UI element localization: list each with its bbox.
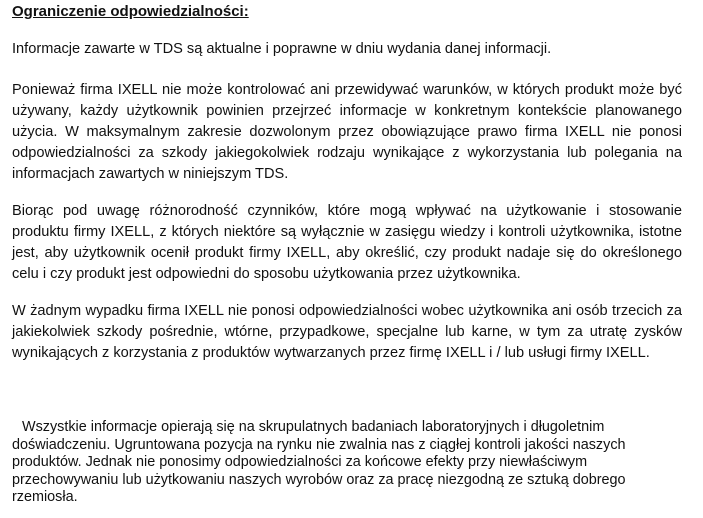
paragraph-quality-statement <box>12 419 667 507</box>
paragraph-liability-exclusion: W żadnym wypadku firma IXELL nie ponosi odpowiedzialności wobec użytkownika ani osób trzecich za jakiekolwiek szkody pośrednie, wtórne, przypadkowe, specjalne lub karne, w tym za utratę zysków wynikających z korzystania z produktów wytwarzanych przez firmę IXELL i / lub usługi firmy IXELL. <box>12 303 682 361</box>
paragraph-user-evaluation: Biorąc pod uwagę różnorodność czynników, które mogą wpływać na użytkowanie i stosowanie produktu firmy IXELL, z których niektóre są wyłącznie w zasięgu wiedzy i kontroli użytkownika, istotne jest, aby użytkownik ocenił produkt firmy IXELL, aby określić, czy produkt nadaje się do określonego celu i czy produkt jest odpowiedni do sposobu użytkowania przez użytkownika. <box>12 203 682 282</box>
paragraph-usage-context: Ponieważ firma IXELL nie może kontrolować ani przewidywać warunków, w których produkt może być używany, każdy użytkownik powinien przejrzeć informacje w konkretnym kontekście planowanego użycia. W maksymalnym zakresie dozwolonym przez obowiązujące prawo firma IXELL nie ponosi odpowiedzialności za szkody jakiegokolwiek rodzaju wynikające z wykorzystania lub polegania na informacjach zawartych w niniejszym TDS. <box>12 82 682 182</box>
document-heading: Ograniczenie odpowiedzialności: <box>12 3 249 20</box>
paragraph-quality-text: Wszystkie informacje opierają się na skrupulatnych badaniach laboratoryjnych i długoletnim doświadczeniu. Ugruntowana pozycja na rynku nie zwalnia nas z ciągłej kontroli jakości naszych produktów. Jednak nie ponosimy odpowiedzialności za końcowe efekty przy niewłaściwym przechowywaniu lub użytkowaniu naszych wyrobów oraz za pracę niezgodną ze sztuką dobrego rzemiosła. <box>12 419 626 505</box>
document-page <box>12 0 682 505</box>
paragraph-tds-validity: Informacje zawarte w TDS są aktualne i poprawne w dniu wydania danej informacji. <box>12 41 552 57</box>
